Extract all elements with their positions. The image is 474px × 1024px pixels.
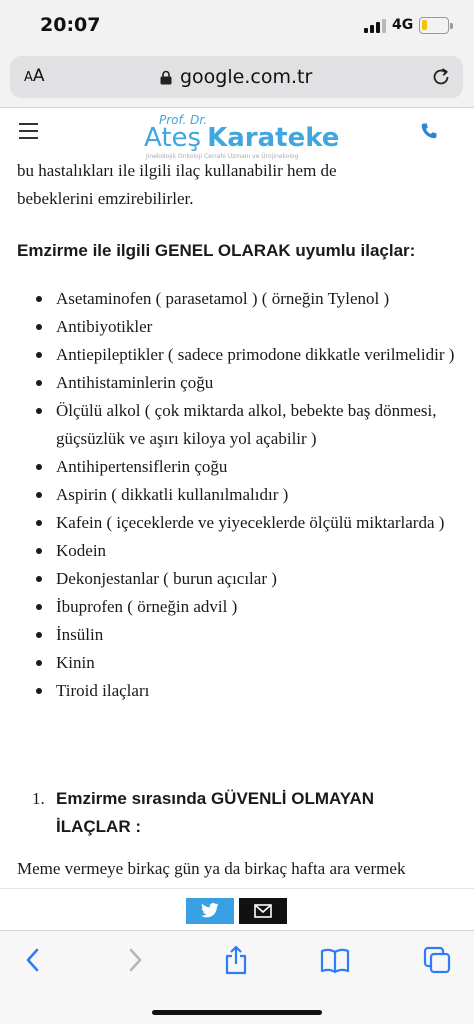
intro-line: bu hastalıkları ile ilgili ilaç kullanabilir hem de: [17, 161, 337, 180]
article-content: [0, 157, 474, 888]
bullet-dot: [36, 688, 42, 694]
list-item: [0, 341, 474, 369]
phone-icon[interactable]: [420, 122, 438, 140]
list-item-text: Kafein ( içeceklerde ve yiyeceklerde ölçülü miktarlarda ): [56, 513, 445, 532]
share-icon[interactable]: [221, 945, 251, 975]
unsafe-drugs-heading: Emzirme sırasında GÜVENLİ OLMAYAN İLAÇLAR :: [56, 789, 375, 836]
bullet-dot: [36, 548, 42, 554]
status-time: 20:07: [40, 14, 101, 36]
email-share-button[interactable]: [239, 898, 287, 924]
list-item: [0, 537, 474, 565]
list-item-text: Asetaminofen ( parasetamol ) ( örneğin Tylenol ): [56, 289, 390, 308]
list-item: [0, 565, 474, 593]
envelope-icon: [254, 904, 272, 918]
list-item: [0, 649, 474, 677]
list-item: [0, 397, 474, 453]
bullet-dot: [36, 352, 42, 358]
bullet-dot: [36, 492, 42, 498]
intro-paragraph: [17, 157, 457, 213]
list-item-text: Kinin: [56, 653, 95, 672]
list-item-text: Aspirin ( dikkatli kullanılmalıdır ): [56, 485, 289, 504]
list-item: [0, 453, 474, 481]
list-item: [0, 509, 474, 537]
list-item-text: İnsülin: [56, 625, 104, 644]
list-item-text: Antiepileptikler ( sadece primodone dikkatle verilmelidir ): [56, 345, 455, 364]
share-bar: [0, 888, 474, 930]
text-size-button[interactable]: AA: [24, 66, 45, 86]
bullet-dot: [36, 380, 42, 386]
list-item: [0, 285, 474, 313]
reload-icon[interactable]: [430, 66, 452, 88]
logo-name: [144, 123, 339, 153]
twitter-bird-icon: [200, 903, 220, 919]
list-item: [0, 677, 474, 705]
list-number: 1.: [32, 789, 45, 808]
cellular-signal-icon: [364, 19, 386, 33]
forward-arrow-icon[interactable]: [120, 945, 150, 975]
battery-level: [422, 20, 427, 30]
logo-first-name: Ateş: [144, 123, 202, 153]
bullet-dot: [36, 296, 42, 302]
bullet-dot: [36, 408, 42, 414]
logo-prefix: Prof. Dr.: [159, 113, 208, 127]
back-arrow-icon[interactable]: [18, 945, 48, 975]
home-indicator: [152, 1010, 322, 1015]
site-header: [0, 109, 474, 160]
list-item: [0, 593, 474, 621]
logo-tagline: Jinekolojik Onkoloji Cerrahi Uzmanı ve Ürojinekolog: [146, 153, 299, 160]
list-item: [0, 313, 474, 341]
bookmarks-icon[interactable]: [320, 945, 350, 975]
list-item-text: Antihipertensiflerin çoğu: [56, 457, 228, 476]
list-item-text: Dekonjestanlar ( burun açıcılar ): [56, 569, 277, 588]
list-item-text: Kodein: [56, 541, 107, 560]
battery-icon: [419, 17, 449, 34]
url-text: google.com.tr: [180, 66, 313, 88]
bullet-dot: [36, 324, 42, 330]
site-logo[interactable]: [142, 113, 342, 163]
bullet-dot: [36, 520, 42, 526]
menu-icon[interactable]: [19, 123, 38, 139]
bullet-dot: [36, 604, 42, 610]
browser-address-area: [0, 52, 474, 108]
compatible-drugs-list: [0, 285, 474, 705]
list-item: [0, 481, 474, 509]
section-heading: Emzirme ile ilgili GENEL OLARAK uyumlu ilaçlar:: [17, 241, 416, 260]
list-item-text: İbuprofen ( örneğin advil ): [56, 597, 238, 616]
bullet-dot: [36, 576, 42, 582]
bullet-dot: [36, 464, 42, 470]
twitter-share-button[interactable]: [186, 898, 234, 924]
list-item-text: Ölçülü alkol ( çok miktarda alkol, bebekte baş dönmesi, güçsüzlük ve aşırı kiloya yol açabilir ): [56, 401, 437, 448]
list-item: [0, 369, 474, 397]
list-item-text: Antihistaminlerin çoğu: [56, 373, 214, 392]
browser-toolbar: [0, 930, 474, 1024]
status-bar: [0, 0, 474, 52]
battery-nub: [450, 23, 453, 29]
bullet-dot: [36, 660, 42, 666]
tabs-icon[interactable]: [422, 945, 452, 975]
list-item-text: Antibiyotikler: [56, 317, 153, 336]
list-item: [0, 621, 474, 649]
url-display[interactable]: [160, 65, 312, 89]
bottom-paragraph: Meme vermeye birkaç gün ya da birkaç hafta ara vermek: [17, 859, 406, 878]
list-item-text: Tiroid ilaçları: [56, 681, 150, 700]
intro-line: bebeklerini emzirebilirler.: [17, 189, 194, 208]
logo-last-name: Karateke: [207, 123, 340, 153]
lock-icon: [160, 70, 172, 85]
address-bar[interactable]: [10, 56, 463, 98]
network-type: 4G: [392, 17, 414, 33]
bullet-dot: [36, 632, 42, 638]
